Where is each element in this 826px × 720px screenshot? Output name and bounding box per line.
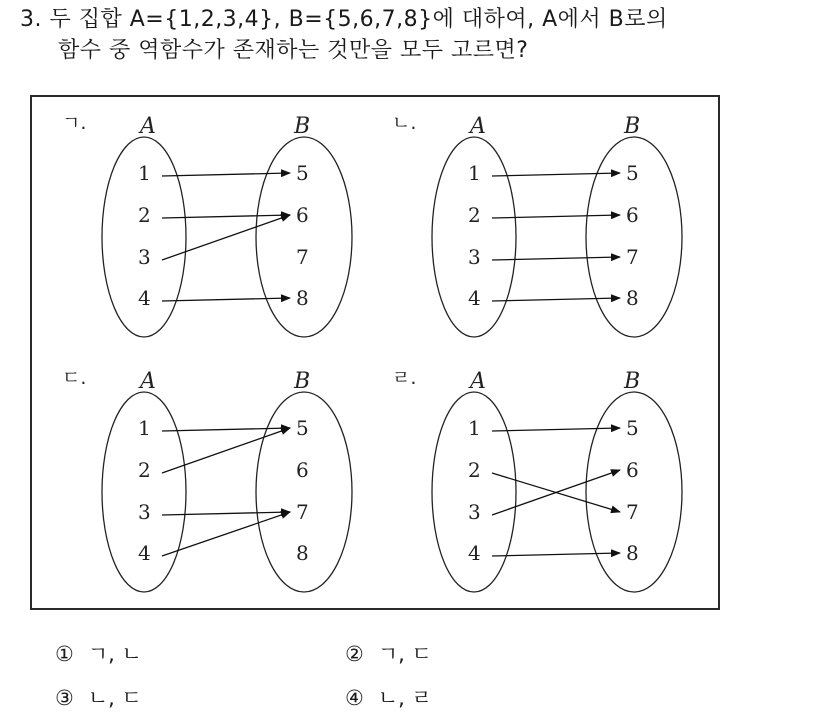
panel-4-mapping-arrow [492,428,620,431]
panel-1-mapping-arrow [162,173,290,176]
panel-3-domain-element: 2 [138,458,151,482]
mapping-panel-2 [392,112,682,337]
panel-1-set-b-name: B [294,114,311,139]
question-line-1: 3. 두 집합 A={1,2,3,4}, B={5,6,7,8}에 대하여, A에서 B로의 [20,7,668,32]
choice-3-number: ③ [55,686,74,710]
panel-4-codomain-element: 5 [626,416,639,440]
panel-1-codomain-element: 6 [296,203,309,227]
choice-2-text: ㄱ, ㄷ [377,642,432,666]
choice-1[interactable] [55,632,142,676]
panel-3-codomain-element: 8 [296,541,309,565]
panel-3-set-a-name: A [140,369,156,394]
question-text [20,4,810,66]
panel-3-mapping-arrow [162,512,290,515]
panel-1-set-a-name: A [140,114,156,139]
panel-3-mapping-arrow [162,428,290,473]
panel-3-codomain-element: 6 [296,458,309,482]
panel-2-mapping-arrow [492,173,620,176]
panel-4-mapping-arrow [492,470,620,515]
choice-2[interactable] [345,632,432,676]
mapping-panel-3 [62,367,352,592]
panel-1-domain-element: 3 [138,245,151,269]
panel-2-label: ㄴ. [392,112,417,134]
panel-4-mapping-arrow [492,553,620,556]
panel-2-mapping-arrow [492,215,620,218]
panel-2-mapping-arrow [492,298,620,301]
panel-1-label: ㄱ. [62,112,87,134]
panel-2-domain-element: 4 [468,286,481,310]
panel-4-set-b-name: B [624,369,641,394]
panel-2-set-a-name: A [470,114,486,139]
choice-1-text: ㄱ, ㄴ [87,642,142,666]
panel-2-codomain-element: 8 [626,286,639,310]
mapping-diagrams [32,97,718,608]
panel-4-set-a-name: A [470,369,486,394]
choice-4[interactable] [345,676,432,720]
panel-4-domain-element: 1 [468,416,481,440]
panel-4-codomain-element: 8 [626,541,639,565]
panel-2-domain-element: 2 [468,203,481,227]
choice-4-text: ㄴ, ㄹ [377,686,432,710]
question-line-2: 함수 중 역함수가 존재하는 것만을 모두 고르면? [58,38,529,63]
panel-1-domain-element: 4 [138,286,151,310]
panel-4-codomain-element: 6 [626,458,639,482]
panel-1-domain-element: 2 [138,203,151,227]
panel-3-mapping-arrow [162,428,290,431]
panel-2-mapping-arrow [492,257,620,260]
mapping-panel-4 [392,367,682,592]
panel-2-codomain-element: 5 [626,161,639,185]
panel-1-codomain-element: 8 [296,286,309,310]
panel-3-set-b-name: B [294,369,311,394]
choice-2-number: ② [345,642,364,666]
panel-3-codomain-element: 7 [296,500,309,524]
panel-3-domain-element: 3 [138,500,151,524]
panel-1-domain-element: 1 [138,161,151,185]
mapping-panel-1 [62,112,352,337]
panel-4-domain-element: 4 [468,541,481,565]
panel-1-mapping-arrow [162,298,290,301]
panel-4-domain-element: 2 [468,458,481,482]
panel-1-mapping-arrow [162,215,290,218]
panel-3-label: ㄷ. [62,367,87,389]
panel-4-domain-element: 3 [468,500,481,524]
panel-1-codomain-element: 7 [296,245,309,269]
choice-1-number: ① [55,642,74,666]
choice-3[interactable] [55,676,142,720]
choice-3-text: ㄴ, ㄷ [87,686,142,710]
mapping-diagram-box [30,95,720,610]
panel-3-mapping-arrow [162,512,290,556]
panel-2-domain-element: 1 [468,161,481,185]
panel-2-set-b-name: B [624,114,641,139]
panel-4-codomain-element: 7 [626,500,639,524]
panel-3-codomain-element: 5 [296,416,309,440]
panel-2-domain-element: 3 [468,245,481,269]
panel-1-codomain-element: 5 [296,161,309,185]
panel-4-label: ㄹ. [392,367,417,389]
panel-1-mapping-arrow [162,215,290,260]
panel-3-domain-element: 4 [138,541,151,565]
panel-2-codomain-element: 7 [626,245,639,269]
choice-4-number: ④ [345,686,364,710]
panel-3-domain-element: 1 [138,416,151,440]
panel-2-codomain-element: 6 [626,203,639,227]
